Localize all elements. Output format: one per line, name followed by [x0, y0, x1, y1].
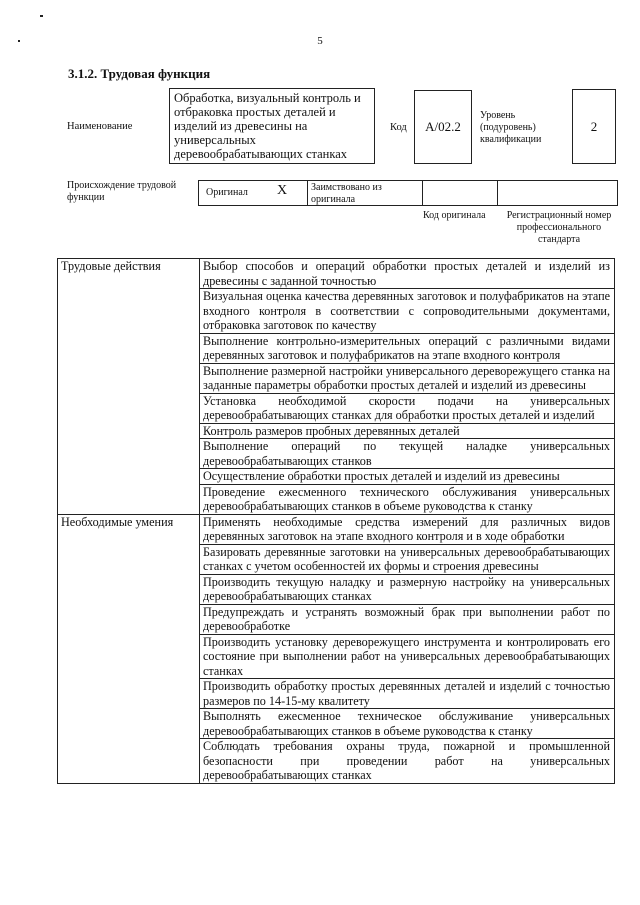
- table-cell: Проведение ежесменного технического обслуживания универсальных деревообрабатывающих станков в объеме руководства к станку: [200, 484, 615, 514]
- table-cell: Осуществление обработки простых деталей и изделий из древесины: [200, 469, 615, 485]
- reg-number-caption: Регистрационный номер профессионального стандарта: [506, 210, 612, 245]
- table-cell: Производить обработку простых деревянных деталей и изделий с точностью размеров по 14-15-му квалитету: [200, 679, 615, 709]
- function-name-value: Обработка, визуальный контроль и отбраковка простых деталей и изделий из древесины на универсальных деревообрабатывающих станках: [174, 91, 361, 161]
- table-cell: Выполнение размерной настройки универсального дереворежущего станка на заданные параметры обработки простых деталей и изделий из древесины: [200, 363, 615, 393]
- table-cell: Установка необходимой скорости подачи на универсальных деревообрабатывающих станках для обработки простых деталей и изделий: [200, 393, 615, 423]
- function-table: [57, 258, 615, 784]
- original-mark: X: [277, 183, 288, 198]
- table-cell: Контроль размеров пробных деревянных деталей: [200, 423, 615, 439]
- code-box: [414, 90, 472, 164]
- section-title: 3.1.2. Трудовая функция: [68, 66, 211, 81]
- page-number: 5: [317, 35, 323, 47]
- code-label: Код: [390, 122, 407, 133]
- cell-divider: [497, 181, 498, 205]
- table-cell: Производить установку дереворежущего инструмента и контролировать его состояние при выполнении работ на универсальных деревообрабатывающих станках: [200, 634, 615, 679]
- table-row: [58, 514, 615, 544]
- table-cell: Выполнять ежесменное техническое обслуживание универсальных деревообрабатывающих станков в объеме руководства к станку: [200, 709, 615, 739]
- original-label: Оригинал: [206, 187, 248, 198]
- table-cell: Выбор способов и операций обработки простых деталей и изделий из древесины с заданной точностью: [200, 259, 615, 289]
- scan-speck: [40, 15, 43, 17]
- level-box: [572, 89, 616, 164]
- origin-label: Происхождение трудовой функции: [67, 180, 177, 203]
- code-original-caption: Код оригинала: [423, 210, 486, 221]
- table-cell: Соблюдать требования охраны труда, пожарной и промышленной безопасности при проведении работ на универсальных деревообрабатывающих станках: [200, 739, 615, 784]
- name-label: Наименование: [67, 121, 133, 132]
- section-label: Трудовые действия: [58, 259, 200, 515]
- table-row: [58, 259, 615, 289]
- cell-divider: [422, 181, 423, 205]
- level-value: 2: [590, 118, 598, 134]
- section-label: Необходимые умения: [58, 514, 200, 783]
- level-label: Уровень (подуровень) квалификации: [480, 110, 542, 145]
- function-name-box: [169, 88, 375, 164]
- table-cell: Предупреждать и устранять возможный брак при выполнении работ по деревообработке: [200, 604, 615, 634]
- table-cell: Производить текущую наладку и размерную настройку на универсальных деревообрабатывающих станках: [200, 574, 615, 604]
- borrowed-label: Заимствовано из оригинала: [311, 182, 382, 205]
- table-cell: Базировать деревянные заготовки на универсальных деревообрабатывающих станках с учетом особенностей их формы и строения древесины: [200, 544, 615, 574]
- cell-divider: [307, 181, 308, 205]
- table-cell: Визуальная оценка качества деревянных заготовок и полуфабрикатов на этапе входного контроля в соответствии с сопроводительными документами, отбраковка заготовок по качеству: [200, 289, 615, 334]
- code-value: А/02.2: [425, 119, 461, 134]
- table-cell: Применять необходимые средства измерений для различных видов деревянных заготовок на этапе входного контроля и в ходе обработки: [200, 514, 615, 544]
- table-cell: Выполнение контрольно-измерительных операций с различными видами деревянных заготовок и полуфабрикатов на этапе входного контроля: [200, 333, 615, 363]
- table-cell: Выполнение операций по текущей наладке универсальных деревообрабатывающих станков: [200, 439, 615, 469]
- origin-row: [198, 180, 618, 206]
